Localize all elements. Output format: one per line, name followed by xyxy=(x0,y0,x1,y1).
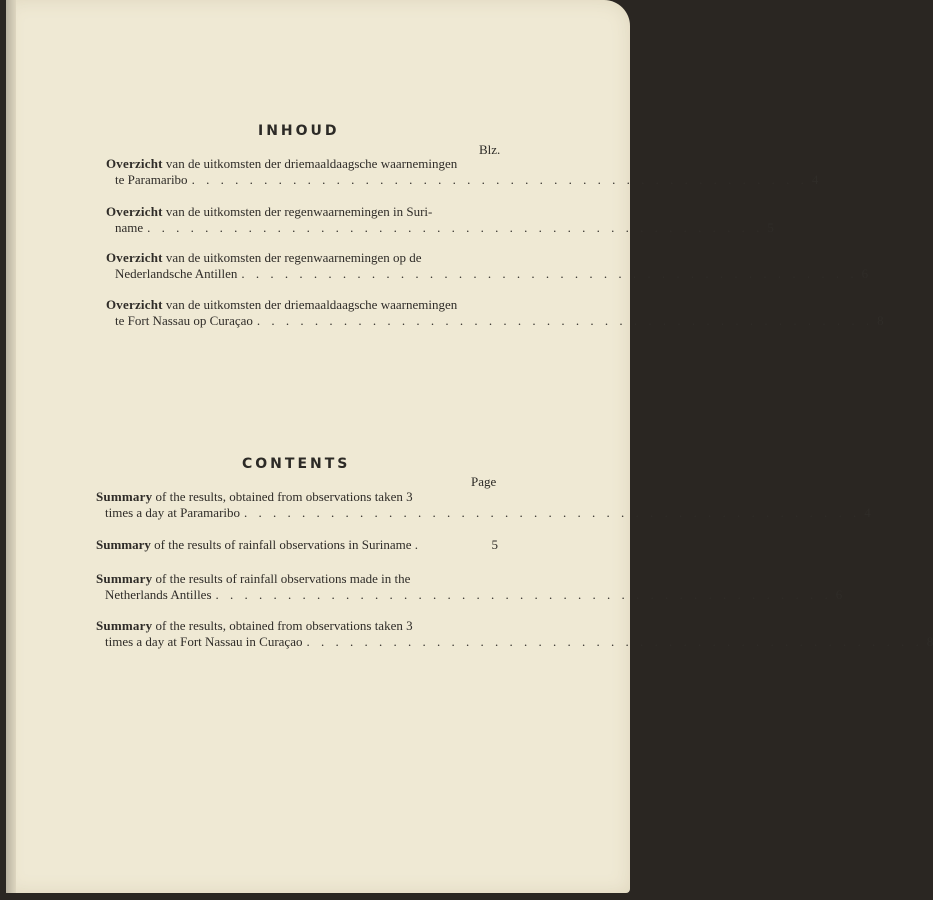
entry-text: of the results of rainfall observations made in the xyxy=(152,571,411,586)
inhoud-title: INHOUD xyxy=(258,123,340,139)
entry-text: of the results, obtained from observations taken 3 xyxy=(152,618,413,633)
entry-page-number: 5 xyxy=(767,220,774,235)
entry-keyword: Summary xyxy=(96,489,153,504)
dot-leader: . . . . . . . . . . . . . . . . . . . . . . . . . . . . . . . . . . . . . . . . . . . xyxy=(306,634,923,649)
entry-page-number: 4 xyxy=(811,172,819,187)
entry-text: of the results of rainfall observations in Suriname . xyxy=(150,537,419,552)
entry-keyword: Summary xyxy=(96,537,151,552)
entry-page-number: 5 xyxy=(491,537,498,552)
entry-text-continued: Nederlandsche Antillen xyxy=(115,266,238,281)
dot-leader: . . . . . . . . . . . . . . . . . . . . . . . . . . . . . . . . . . . . . . . . . . . xyxy=(147,220,764,235)
entry-page-number: 6 xyxy=(835,587,843,602)
entry-text: van de uitkomsten der regenwaarnemingen in Suri- xyxy=(162,204,433,219)
page-binding xyxy=(6,0,16,893)
entry-keyword: Overzicht xyxy=(106,250,163,265)
toc-entry xyxy=(96,537,498,553)
document-page xyxy=(6,0,933,893)
contents-title: CONTENTS xyxy=(242,456,351,472)
entry-text-continued: Netherlands Antilles xyxy=(105,587,212,602)
toc-entry xyxy=(106,204,774,236)
entry-text-continued: name xyxy=(115,220,144,235)
dot-leader: . . . . . . . . . . . . . . . . . . . . . . . . . . . . . . . . . . . . . . . . . . . xyxy=(191,172,808,187)
entry-text: of the results, obtained from observations taken 3 xyxy=(152,489,413,504)
entry-text-continued: times a day at Fort Nassau in Curaçao xyxy=(105,634,303,649)
entry-text-continued: te Paramaribo xyxy=(115,172,188,187)
entry-text-continued: te Fort Nassau op Curaçao xyxy=(115,313,253,328)
entry-text-continued: times a day at Paramaribo xyxy=(105,505,241,520)
entry-keyword: Summary xyxy=(96,571,153,586)
entry-text: van de uitkomsten der driemaaldaagsche waarnemingen xyxy=(162,156,458,171)
entry-keyword: Overzicht xyxy=(106,204,163,219)
entry-page-number: 8 xyxy=(877,313,884,328)
contents-page-column-header: Page xyxy=(471,474,497,489)
dot-leader: . . . . . . . . . . . . . . . . . . . . . . . . . . . . . . . . . . . . . . . . . . . xyxy=(241,266,858,281)
dot-leader: . . . . . . . . . . . . . . . . . . . . . . . . . . . . . . . . . . . . . . . . . . . xyxy=(244,505,861,520)
entry-page-number: 4 xyxy=(864,505,871,520)
toc-entry xyxy=(96,489,871,521)
entry-text: van de uitkomsten der driemaaldaagsche waarnemingen xyxy=(162,297,458,312)
entry-keyword: Overzicht xyxy=(106,297,163,312)
toc-entry xyxy=(106,156,819,188)
entry-text: van de uitkomsten der regenwaarnemingen op de xyxy=(162,250,422,265)
entry-page-number: 8 xyxy=(926,634,933,649)
toc-entry xyxy=(96,571,843,603)
dot-leader: . . . . . . . . . . . . . . . . . . . . . . . . . . . . . . . . . . . . . . . . . . . xyxy=(256,313,874,328)
dot-leader: . . . . . . . . . . . . . . . . . . . . . . . . . . . . . . . . . . . . . . . . . . . xyxy=(215,587,832,602)
toc-entry xyxy=(96,618,933,650)
inhoud-page-column-header: Blz. xyxy=(479,142,501,157)
entry-keyword: Summary xyxy=(96,618,153,633)
toc-entry xyxy=(106,297,884,329)
entry-page-number: 6 xyxy=(861,266,869,281)
toc-entry xyxy=(106,250,869,282)
entry-keyword: Overzicht xyxy=(106,156,163,171)
